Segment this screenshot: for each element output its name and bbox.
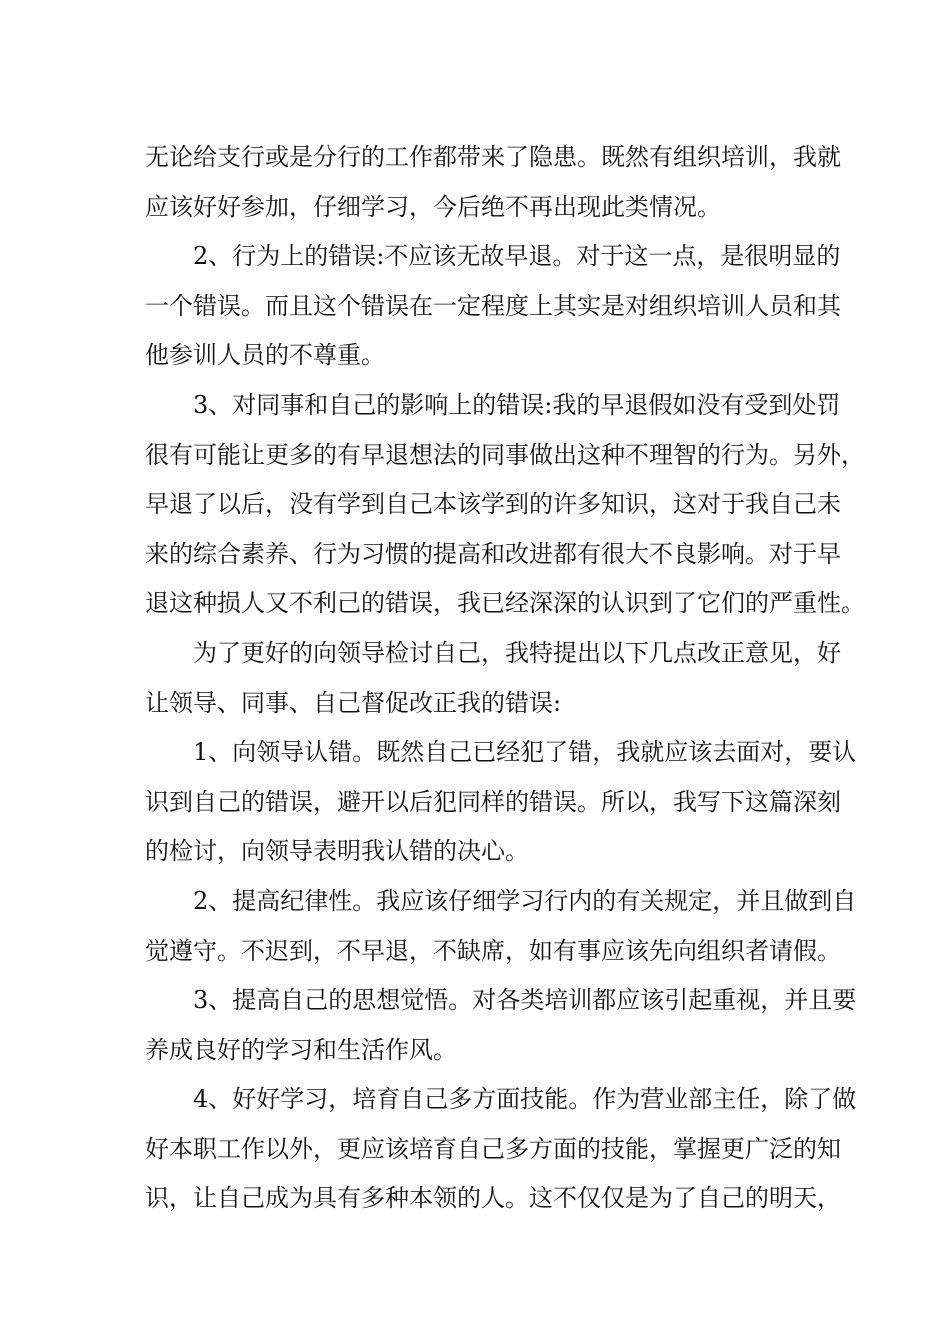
paragraph-first-line: 1、向领导认错。既然自己已经犯了错，我就应该去面对，要认 bbox=[193, 738, 857, 767]
paragraph-first-line: 4、好好学习，培育自己多方面技能。作为营业部主任，除了做 bbox=[193, 1085, 857, 1114]
text-line: 很有可能让更多的有早退想法的同事做出这种不理智的行为。另外， bbox=[145, 440, 865, 469]
text-line: 觉遵守。不迟到，不早退，不缺席，如有事应该先向组织者请假。 bbox=[145, 936, 841, 965]
paragraph-first-line: 3、提高自己的思想觉悟。对各类培训都应该引起重视，并且要 bbox=[193, 986, 857, 1015]
text-line: 无论给支行或是分行的工作都带来了隐患。既然有组织培训，我就 bbox=[145, 143, 841, 171]
text-line: 的检讨，向领导表明我认错的决心。 bbox=[145, 837, 529, 866]
paragraph-first-line: 2、提高纪律性。我应该仔细学习行内的有关规定，并且做到自 bbox=[193, 886, 857, 915]
paragraph-first-line: 2、行为上的错误:不应该无故早退。对于这一点，是很明显的 bbox=[193, 242, 841, 271]
text-line: 识，让自己成为具有多种本领的人。这不仅仅是为了自己的明天， bbox=[145, 1184, 841, 1213]
text-line: 他参训人员的不尊重。 bbox=[145, 341, 385, 370]
text-line: 退这种损人又不利己的错误，我已经深深的认识到了它们的严重性。 bbox=[145, 589, 865, 618]
text-line: 让领导、同事、自己督促改正我的错误: bbox=[145, 688, 562, 717]
text-line: 一个错误。而且这个错误在一定程度上其实是对组织培训人员和其 bbox=[145, 291, 841, 320]
document-body bbox=[145, 133, 865, 1224]
paragraph-first-line: 3、对同事和自己的影响上的错误:我的早退假如没有受到处罚 bbox=[193, 390, 841, 419]
text-line: 来的综合素养、行为习惯的提高和改进都有很大不良影响。对于早 bbox=[145, 539, 841, 568]
text-line: 养成良好的学习和生活作风。 bbox=[145, 1035, 457, 1064]
text-line: 早退了以后，没有学到自己本该学到的许多知识，这对于我自己未 bbox=[145, 490, 841, 519]
text-line: 识到自己的错误，避开以后犯同样的错误。所以，我写下这篇深刻 bbox=[145, 787, 841, 816]
text-line: 应该好好参加，仔细学习，今后绝不再出现此类情况。 bbox=[145, 192, 721, 221]
text-line: 好本职工作以外，更应该培育自己多方面的技能，掌握更广泛的知 bbox=[145, 1134, 841, 1163]
paragraph-first-line: 为了更好的向领导检讨自己，我特提出以下几点改正意见，好 bbox=[193, 638, 841, 667]
